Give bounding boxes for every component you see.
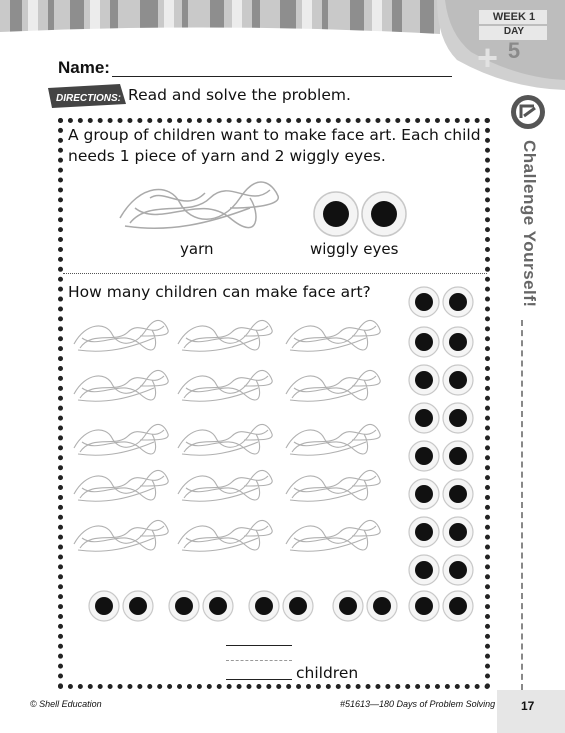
wiggly-eye	[443, 479, 473, 509]
wiggly-eye	[443, 441, 473, 471]
section-divider	[63, 273, 487, 274]
footer-book-title: #51613—180 Days of Problem Solving	[340, 699, 496, 709]
wiggly-eye	[249, 591, 279, 621]
name-label: Name:	[58, 58, 110, 77]
yarn-piece	[286, 470, 380, 501]
problem-text: A group of children want to make face art. Each child needs 1 piece of yarn and 2 wiggly eyes.	[68, 126, 481, 165]
wiggly-eye	[409, 591, 439, 621]
answer-input-line[interactable]	[226, 679, 292, 680]
wiggly-eye	[409, 441, 439, 471]
directions-badge	[46, 84, 126, 112]
yarn-piece	[286, 370, 380, 401]
answer-dashed-line	[226, 660, 292, 661]
wiggly-eye	[443, 517, 473, 547]
wiggly-eye	[409, 555, 439, 585]
wiggly-eye	[443, 591, 473, 621]
yarn-piece	[178, 424, 272, 455]
wiggly-eye	[409, 327, 439, 357]
yarn-grid	[70, 318, 400, 568]
svg-text:+: +	[477, 37, 499, 78]
wiggly-eye	[409, 479, 439, 509]
footer-copyright: © Shell Education	[30, 699, 102, 709]
yarn-piece	[178, 470, 272, 501]
wiggly-eyes-label: wiggly eyes	[310, 240, 399, 258]
challenge-icon	[510, 94, 546, 130]
yarn-piece	[74, 320, 168, 351]
name-input-line[interactable]	[112, 76, 452, 77]
day-label: DAY	[503, 26, 525, 37]
page-number: 17	[521, 699, 535, 713]
answer-line-top	[226, 645, 292, 646]
day-number: 5	[507, 38, 521, 63]
eyes-row	[86, 588, 402, 624]
wiggly-eye	[283, 591, 313, 621]
eyes-column	[404, 284, 478, 624]
wiggly-eye	[443, 403, 473, 433]
side-title-text: Challenge Yourself!	[520, 140, 539, 308]
yarn-piece	[286, 520, 380, 551]
wiggly-eye	[169, 591, 199, 621]
week-label: WEEK 1	[492, 11, 536, 23]
wiggly-eye	[443, 287, 473, 317]
answer-unit-label: children	[296, 664, 359, 682]
header-stripe-band	[0, 0, 440, 42]
wiggly-eye	[333, 591, 363, 621]
side-dashed-rule	[521, 320, 523, 690]
yarn-piece	[74, 424, 168, 455]
wiggly-eye	[409, 365, 439, 395]
wiggly-eye	[409, 517, 439, 547]
wiggly-eye	[123, 591, 153, 621]
yarn-piece	[178, 520, 272, 551]
wiggly-eyes-illustration	[312, 190, 410, 238]
wiggly-eye	[443, 365, 473, 395]
wiggly-eye	[203, 591, 233, 621]
wiggly-eye	[443, 555, 473, 585]
yarn-piece	[286, 320, 380, 351]
yarn-piece	[286, 424, 380, 455]
yarn-piece	[178, 370, 272, 401]
directions-badge-text: DIRECTIONS:	[56, 93, 121, 104]
directions-text: Read and solve the problem.	[128, 86, 351, 104]
wiggly-eye	[409, 287, 439, 317]
yarn-label: yarn	[180, 240, 214, 258]
yarn-piece	[178, 320, 272, 351]
yarn-piece	[74, 470, 168, 501]
question-text: How many children can make face art?	[68, 283, 371, 301]
yarn-piece	[74, 370, 168, 401]
yarn-piece	[74, 520, 168, 551]
wiggly-eye	[409, 403, 439, 433]
wiggly-eye	[443, 327, 473, 357]
wiggly-eye	[367, 591, 397, 621]
yarn-illustration	[110, 178, 285, 238]
wiggly-eye	[89, 591, 119, 621]
side-title	[505, 140, 545, 340]
